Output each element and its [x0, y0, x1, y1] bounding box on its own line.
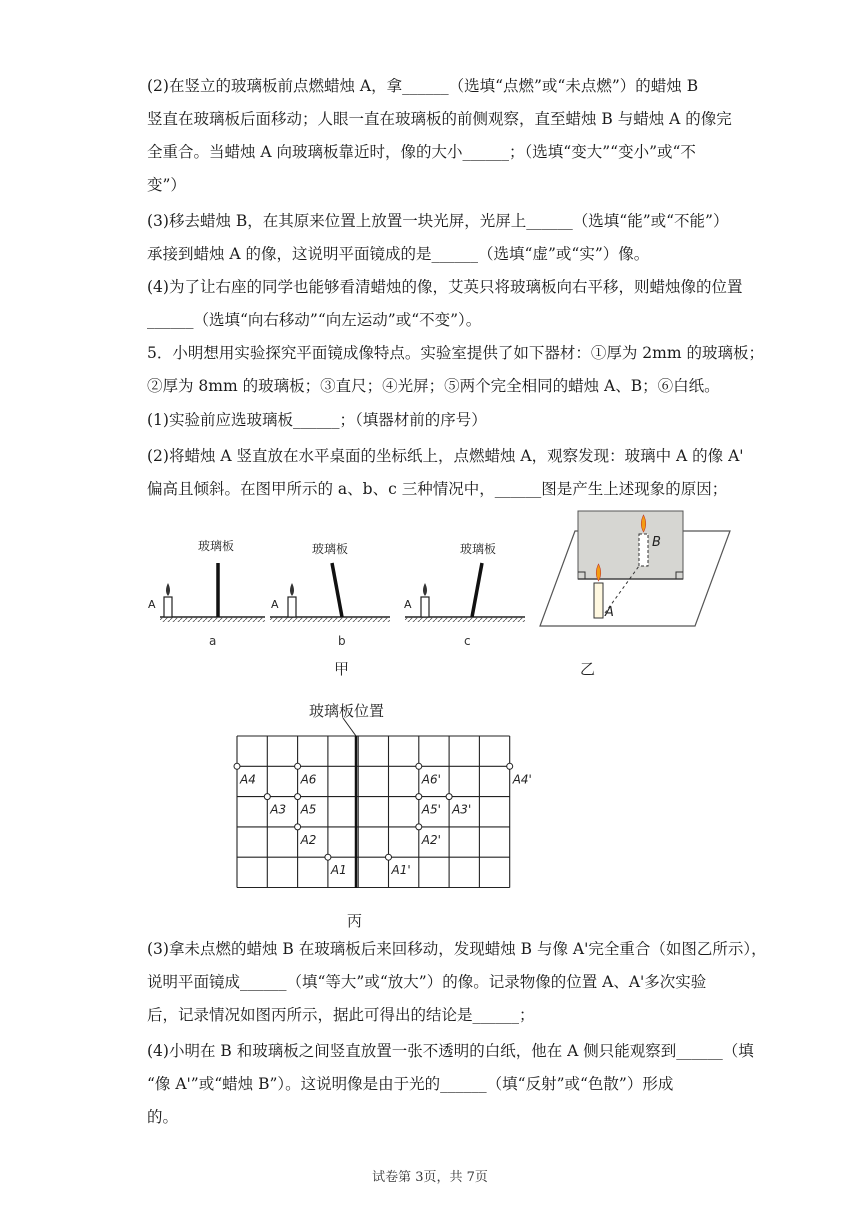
- plate-label: 玻璃板: [312, 542, 349, 556]
- plate-label: 玻璃板: [198, 539, 235, 553]
- point-label: A4': [512, 772, 532, 787]
- candle-label: A: [148, 598, 156, 611]
- figure-jia: [140, 505, 540, 650]
- text-line: 承接到蜡烛 A 的像，这说明平面镜成的是______（选填“虚”或“实”）像。: [147, 245, 650, 263]
- grid-point: [446, 794, 452, 800]
- grid-point: [264, 794, 270, 800]
- setup-b: [270, 541, 390, 622]
- figure-yi-caption: 乙: [580, 660, 596, 678]
- grid-point: [416, 794, 422, 800]
- point-label: A6': [421, 772, 441, 787]
- text-line: (1)实验前应选玻璃板______；（填器材前的序号）: [147, 411, 487, 429]
- candle-label: A: [271, 598, 279, 611]
- text-line: (2)在竖立的玻璃板前点燃蜡烛 A，拿______（选填“点燃”或“未点燃”）的蜡烛 B: [147, 77, 699, 95]
- point-label: A3: [270, 802, 287, 817]
- text-line: 后，记录情况如图丙所示，据此可得出的结论是______；: [147, 1006, 535, 1024]
- text-line: ______（选填“向右移动”“向左运动”或“不变”）。: [147, 311, 482, 329]
- grid-point: [234, 763, 240, 769]
- text-line: “像 A'”或“蜡烛 B”）。这说明像是由于光的______（填“反射”或“色散”）形成: [147, 1075, 674, 1093]
- point-label: A2: [300, 832, 317, 847]
- text-line: 变”）: [147, 176, 186, 194]
- sub-label-c: c: [464, 634, 471, 648]
- point-label: A6: [300, 772, 317, 787]
- grid-point: [295, 824, 301, 830]
- text-line: 说明平面镜成______（填“等大”或“放大”）的像。记录物像的位置 A、A'多次实验: [147, 973, 707, 991]
- text-line: (4)小明在 B 和玻璃板之间竖直放置一张不透明的白纸，他在 A 侧只能观察到______（填: [147, 1042, 754, 1060]
- text-line: 全重合。当蜡烛 A 向玻璃板靠近时，像的大小______；（选填“变大”“变小”或“不: [147, 143, 696, 161]
- setup-c: [404, 541, 525, 622]
- text-line: 竖直在玻璃板后面移动；人眼一直在玻璃板的前侧观察，直至蜡烛 B 与蜡烛 A 的像完: [147, 110, 732, 128]
- text-line: (2)将蜡烛 A 竖直放在水平桌面的坐标纸上，点燃蜡烛 A，观察发现：玻璃中 A 的像 A': [147, 447, 744, 465]
- grid-point: [507, 763, 513, 769]
- point-label: A4: [240, 772, 256, 787]
- grid-point: [295, 794, 301, 800]
- text-line: (3)拿未点燃的蜡烛 B 在玻璃板后来回移动，发现蜡烛 B 与像 A'完全重合（如图乙所示），: [147, 940, 767, 958]
- plate-label: 玻璃板: [460, 542, 497, 556]
- grid-point: [416, 763, 422, 769]
- text-line: (3)移去蜡烛 B，在其原来位置上放置一块光屏，光屏上______（选填“能”或“不能”）: [147, 212, 729, 230]
- text-line: (4)为了让右座的同学也能够看清蜡烛的像，艾英只将玻璃板向右平移，则蜡烛像的位置: [147, 278, 743, 296]
- point-label: A2': [421, 832, 441, 847]
- point-label: A5: [300, 802, 317, 817]
- candle-label: A: [404, 598, 412, 611]
- grid-point: [386, 854, 392, 860]
- figure-yi: [535, 506, 735, 631]
- text-line: 5．小明想用实验探究平面镜成像特点。实验室提供了如下器材：①厚为 2mm 的玻璃板；: [147, 344, 764, 362]
- grid-point: [416, 824, 422, 830]
- grid-point: [295, 763, 301, 769]
- text-line: 偏高且倾斜。在图甲所示的 a、b、c 三种情况中，______图是产生上述现象的原因；: [147, 480, 728, 498]
- figure-bing: [225, 718, 532, 893]
- label-a: A: [605, 605, 614, 620]
- text-line: ②厚为 8mm 的玻璃板；③直尺；④光屏；⑤两个完全相同的蜡烛 A、B；⑥白纸。: [147, 377, 720, 395]
- point-label: A1': [391, 863, 411, 878]
- label-b: B: [652, 535, 661, 550]
- setup-a: [148, 538, 265, 622]
- text-line: 的。: [147, 1108, 179, 1126]
- grid-point: [325, 854, 331, 860]
- figure-bing-title: 玻璃板位置: [309, 702, 385, 720]
- point-label: A3': [452, 802, 472, 817]
- sub-label-b: b: [338, 634, 346, 648]
- figure-jia-caption: 甲: [334, 660, 350, 678]
- figure-bing-caption: 丙: [347, 912, 363, 930]
- page-footer: 试卷第 3页，共 7页: [372, 1170, 488, 1185]
- point-label: A5': [421, 802, 441, 817]
- point-label: A1: [330, 863, 347, 878]
- sub-label-a: a: [209, 634, 217, 648]
